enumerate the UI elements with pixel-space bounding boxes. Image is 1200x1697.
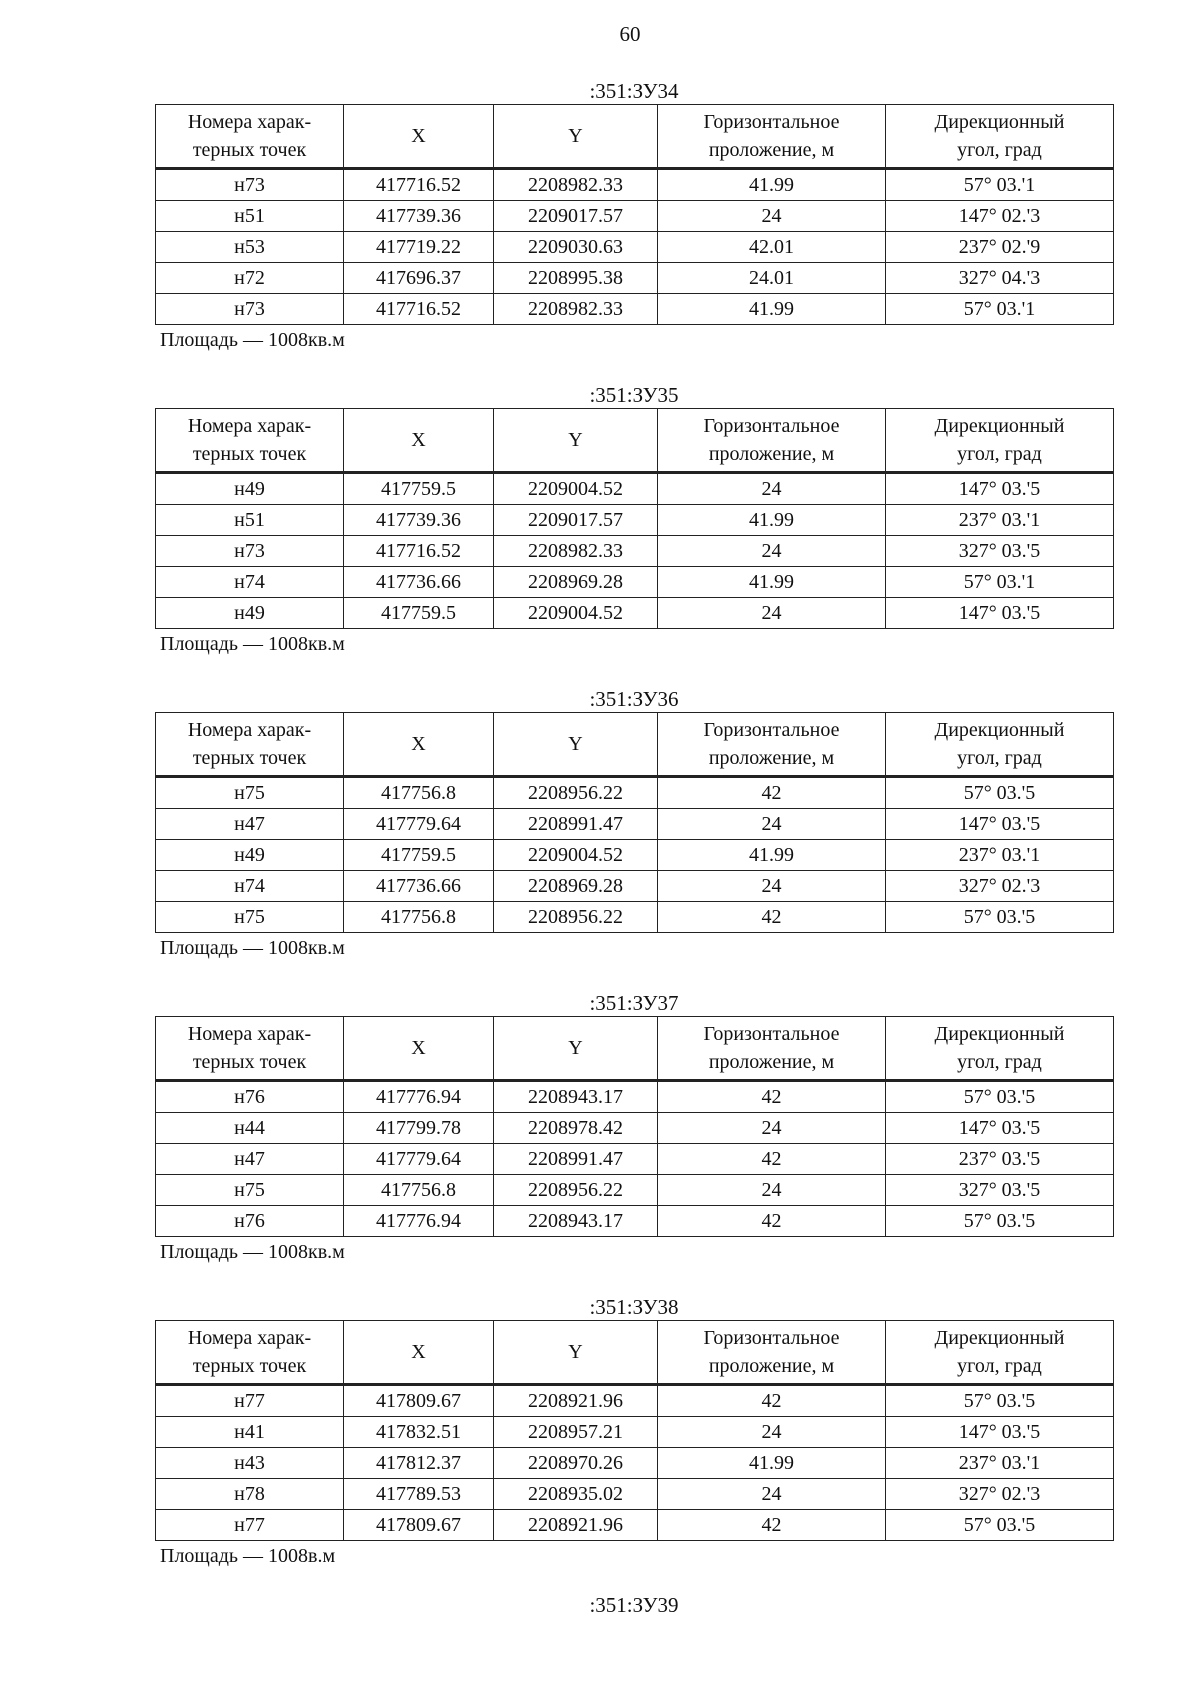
table-row [156, 809, 1114, 840]
cell-angle: 327° 02.'3 [886, 1479, 1114, 1510]
area-note: Площадь — 1008кв.м [160, 329, 345, 351]
cell-y: 2209004.52 [494, 598, 658, 629]
cell-angle: 327° 02.'3 [886, 871, 1114, 902]
page-number: 60 [619, 22, 641, 46]
cell-point: н77 [156, 1510, 344, 1541]
table-header-row [156, 713, 1114, 777]
cell-x: 417739.36 [344, 505, 494, 536]
cell-x: 417739.36 [344, 201, 494, 232]
cell-angle: 237° 03.'1 [886, 840, 1114, 871]
cell-x: 417756.8 [344, 1175, 494, 1206]
header-point: Номера харак- терных точек [156, 1321, 344, 1385]
table-row [156, 1206, 1114, 1237]
table-row [156, 902, 1114, 933]
cell-x: 417756.8 [344, 902, 494, 933]
cell-x: 417736.66 [344, 567, 494, 598]
cell-distance: 24 [658, 1479, 886, 1510]
cell-point: н72 [156, 263, 344, 294]
cell-point: н74 [156, 871, 344, 902]
table-row [156, 840, 1114, 871]
cell-x: 417812.37 [344, 1448, 494, 1479]
cell-x: 417799.78 [344, 1113, 494, 1144]
cell-x: 417719.22 [344, 232, 494, 263]
cell-distance: 24 [658, 598, 886, 629]
cell-angle: 237° 03.'1 [886, 505, 1114, 536]
section-title: :351:ЗУ38 [589, 1295, 679, 1319]
cell-x: 417776.94 [344, 1206, 494, 1237]
cell-point: н47 [156, 1144, 344, 1175]
cell-x: 417776.94 [344, 1081, 494, 1113]
cell-point: н78 [156, 1479, 344, 1510]
coordinates-table [155, 408, 1114, 629]
cell-angle: 57° 03.'5 [886, 1206, 1114, 1237]
table-row [156, 1385, 1114, 1417]
table-row [156, 1144, 1114, 1175]
cell-distance: 24 [658, 1175, 886, 1206]
next-section-title: :351:ЗУ39 [589, 1593, 679, 1617]
cell-distance: 24 [658, 1113, 886, 1144]
cell-y: 2208935.02 [494, 1479, 658, 1510]
cell-y: 2208921.96 [494, 1385, 658, 1417]
cell-distance: 42 [658, 1206, 886, 1237]
cell-y: 2208956.22 [494, 777, 658, 809]
cell-point: н75 [156, 1175, 344, 1206]
table-row [156, 473, 1114, 505]
header-distance: Горизонтальное проложение, м [658, 1321, 886, 1385]
cell-point: н73 [156, 536, 344, 567]
header-y: Y [494, 1017, 658, 1081]
cell-x: 417759.5 [344, 598, 494, 629]
cell-point: н43 [156, 1448, 344, 1479]
table-row [156, 1113, 1114, 1144]
table-row [156, 1510, 1114, 1541]
header-distance: Горизонтальное проложение, м [658, 1017, 886, 1081]
cell-angle: 147° 03.'5 [886, 1417, 1114, 1448]
cell-point: н51 [156, 505, 344, 536]
table-row [156, 169, 1114, 201]
cell-distance: 24.01 [658, 263, 886, 294]
cell-point: н51 [156, 201, 344, 232]
table-row [156, 201, 1114, 232]
coordinates-table [155, 1016, 1114, 1237]
cell-angle: 57° 03.'1 [886, 567, 1114, 598]
header-y: Y [494, 105, 658, 169]
header-x: X [344, 1321, 494, 1385]
cell-distance: 24 [658, 201, 886, 232]
table-row [156, 505, 1114, 536]
cell-point: н49 [156, 473, 344, 505]
cell-angle: 147° 03.'5 [886, 1113, 1114, 1144]
cell-distance: 24 [658, 1417, 886, 1448]
header-distance: Горизонтальное проложение, м [658, 409, 886, 473]
header-angle: Дирекционный угол, град [886, 409, 1114, 473]
cell-y: 2208991.47 [494, 1144, 658, 1175]
cell-point: н73 [156, 294, 344, 325]
cell-point: н76 [156, 1081, 344, 1113]
table-row [156, 1448, 1114, 1479]
table-row [156, 1175, 1114, 1206]
cell-distance: 42 [658, 1081, 886, 1113]
cell-distance: 42 [658, 777, 886, 809]
table-row [156, 263, 1114, 294]
header-y: Y [494, 713, 658, 777]
cell-x: 417756.8 [344, 777, 494, 809]
cell-x: 417736.66 [344, 871, 494, 902]
header-x: X [344, 1017, 494, 1081]
cell-angle: 147° 03.'5 [886, 598, 1114, 629]
cell-y: 2208982.33 [494, 536, 658, 567]
cell-distance: 24 [658, 809, 886, 840]
cell-angle: 57° 03.'5 [886, 1385, 1114, 1417]
cell-x: 417759.5 [344, 840, 494, 871]
header-angle: Дирекционный угол, град [886, 713, 1114, 777]
header-angle: Дирекционный угол, град [886, 1321, 1114, 1385]
cell-angle: 57° 03.'1 [886, 294, 1114, 325]
cell-angle: 57° 03.'5 [886, 902, 1114, 933]
section-title: :351:ЗУ37 [589, 991, 679, 1015]
table-row [156, 1081, 1114, 1113]
cell-y: 2208956.22 [494, 902, 658, 933]
section-title: :351:ЗУ35 [589, 383, 679, 407]
table-header-row [156, 1017, 1114, 1081]
cell-distance: 41.99 [658, 169, 886, 201]
coordinates-table [155, 104, 1114, 325]
cell-distance: 42 [658, 1385, 886, 1417]
cell-point: н75 [156, 777, 344, 809]
table-header-row [156, 409, 1114, 473]
coordinates-table [155, 712, 1114, 933]
cell-distance: 41.99 [658, 1448, 886, 1479]
cell-distance: 41.99 [658, 505, 886, 536]
cell-y: 2209017.57 [494, 505, 658, 536]
cell-y: 2208957.21 [494, 1417, 658, 1448]
table-header-row [156, 1321, 1114, 1385]
cell-angle: 237° 03.'5 [886, 1144, 1114, 1175]
cell-distance: 24 [658, 536, 886, 567]
cell-y: 2208982.33 [494, 169, 658, 201]
section-title: :351:ЗУ34 [589, 79, 679, 103]
cell-x: 417759.5 [344, 473, 494, 505]
coordinates-table [155, 1320, 1114, 1541]
header-point: Номера харак- терных точек [156, 1017, 344, 1081]
table-row [156, 598, 1114, 629]
cell-angle: 147° 03.'5 [886, 473, 1114, 505]
cell-x: 417779.64 [344, 1144, 494, 1175]
area-note: Площадь — 1008кв.м [160, 1241, 345, 1263]
cell-point: н73 [156, 169, 344, 201]
table-row [156, 294, 1114, 325]
cell-point: н44 [156, 1113, 344, 1144]
cell-distance: 41.99 [658, 840, 886, 871]
cell-angle: 327° 03.'5 [886, 536, 1114, 567]
cell-angle: 237° 03.'1 [886, 1448, 1114, 1479]
cell-distance: 24 [658, 473, 886, 505]
cell-point: н49 [156, 598, 344, 629]
table-row [156, 1417, 1114, 1448]
cell-point: н47 [156, 809, 344, 840]
header-y: Y [494, 409, 658, 473]
cell-y: 2208921.96 [494, 1510, 658, 1541]
header-angle: Дирекционный угол, град [886, 105, 1114, 169]
cell-x: 417779.64 [344, 809, 494, 840]
cell-point: н74 [156, 567, 344, 598]
cell-distance: 41.99 [658, 294, 886, 325]
header-distance: Горизонтальное проложение, м [658, 105, 886, 169]
cell-distance: 42 [658, 1144, 886, 1175]
cell-y: 2208969.28 [494, 871, 658, 902]
cell-distance: 42.01 [658, 232, 886, 263]
cell-angle: 237° 02.'9 [886, 232, 1114, 263]
area-note: Площадь — 1008в.м [160, 1545, 336, 1567]
header-x: X [344, 105, 494, 169]
cell-point: н41 [156, 1417, 344, 1448]
cell-x: 417716.52 [344, 169, 494, 201]
cell-angle: 327° 03.'5 [886, 1175, 1114, 1206]
cell-y: 2209004.52 [494, 473, 658, 505]
area-note: Площадь — 1008кв.м [160, 937, 345, 959]
header-angle: Дирекционный угол, град [886, 1017, 1114, 1081]
cell-distance: 42 [658, 1510, 886, 1541]
cell-y: 2208995.38 [494, 263, 658, 294]
header-y: Y [494, 1321, 658, 1385]
header-x: X [344, 713, 494, 777]
cell-point: н77 [156, 1385, 344, 1417]
cell-angle: 57° 03.'5 [886, 777, 1114, 809]
cell-y: 2208943.17 [494, 1081, 658, 1113]
area-note: Площадь — 1008кв.м [160, 633, 345, 655]
cell-y: 2208978.42 [494, 1113, 658, 1144]
header-x: X [344, 409, 494, 473]
cell-x: 417809.67 [344, 1510, 494, 1541]
cell-x: 417832.51 [344, 1417, 494, 1448]
section-title: :351:ЗУ36 [589, 687, 679, 711]
table-row [156, 871, 1114, 902]
cell-angle: 327° 04.'3 [886, 263, 1114, 294]
header-point: Номера харак- терных точек [156, 105, 344, 169]
cell-y: 2208982.33 [494, 294, 658, 325]
cell-y: 2208991.47 [494, 809, 658, 840]
cell-point: н49 [156, 840, 344, 871]
table-header-row [156, 105, 1114, 169]
table-row [156, 536, 1114, 567]
cell-y: 2209030.63 [494, 232, 658, 263]
cell-angle: 147° 03.'5 [886, 809, 1114, 840]
cell-y: 2208970.26 [494, 1448, 658, 1479]
cell-angle: 147° 02.'3 [886, 201, 1114, 232]
cell-angle: 57° 03.'5 [886, 1081, 1114, 1113]
header-point: Номера харак- терных точек [156, 713, 344, 777]
cell-point: н76 [156, 1206, 344, 1237]
cell-y: 2209004.52 [494, 840, 658, 871]
cell-x: 417716.52 [344, 536, 494, 567]
cell-x: 417809.67 [344, 1385, 494, 1417]
cell-distance: 41.99 [658, 567, 886, 598]
table-row [156, 232, 1114, 263]
cell-x: 417716.52 [344, 294, 494, 325]
cell-angle: 57° 03.'5 [886, 1510, 1114, 1541]
cell-y: 2208969.28 [494, 567, 658, 598]
cell-y: 2208943.17 [494, 1206, 658, 1237]
cell-x: 417789.53 [344, 1479, 494, 1510]
cell-point: н53 [156, 232, 344, 263]
table-row [156, 1479, 1114, 1510]
cell-point: н75 [156, 902, 344, 933]
header-distance: Горизонтальное проложение, м [658, 713, 886, 777]
cell-angle: 57° 03.'1 [886, 169, 1114, 201]
table-row [156, 567, 1114, 598]
header-point: Номера харак- терных точек [156, 409, 344, 473]
cell-distance: 24 [658, 871, 886, 902]
cell-distance: 42 [658, 902, 886, 933]
cell-x: 417696.37 [344, 263, 494, 294]
cell-y: 2208956.22 [494, 1175, 658, 1206]
table-row [156, 777, 1114, 809]
cell-y: 2209017.57 [494, 201, 658, 232]
